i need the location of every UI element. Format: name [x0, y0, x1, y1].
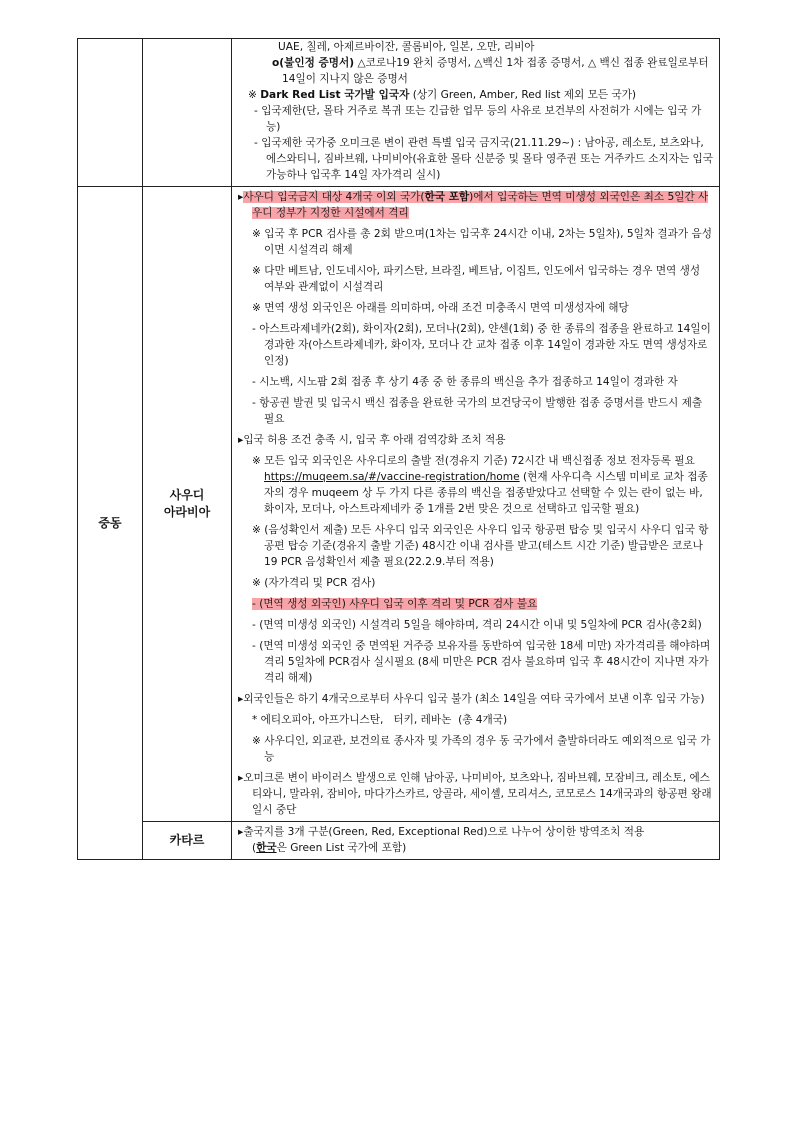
- exemption-note: ※ 사우디인, 외교관, 보건의료 종사자 및 가족의 경우 동 국가에서 출발하더라도 예외적으로 입국 가능: [252, 735, 711, 763]
- quarantine-rule: ▸사우디 입국금지 대상 4개국 이외 국가(한국 포함)에서 입국하는 면역 미생성 외국인은 최소 5일간 사우디 정부가 지정한 시설에서 격리: [238, 191, 709, 219]
- minor-quarantine-note: - (면역 미생성 외국인 중 면역된 거주증 보유자를 동반하여 입국한 18세 미만) 자가격리를 해야하며 격리 5일차에 PCR검사 실시필요 (8세 미만은 PCR 검사 불요하며 입국 후 48시간이 지나면 자가격리 해제): [252, 640, 711, 684]
- unaccepted-certificate-line: o(불인정 증명서) △코로나19 완치 증명서, △백신 1차 접종 증명서, △ 백신 접종 완료일로부터 14일이 지나지 않은 증명서: [272, 57, 709, 85]
- omicron-ban-line: - 입국제한 국가중 오미크론 변이 관련 특별 입국 금지국(21.11.29~) : 남아공, 레소토, 보츠와나, 에스와티니, 짐바브웨, 나미비아(유효한 몰타 신분증 및 몰타 영주권 또는 거주카드 소지자는 입국가능하나 입국후 14일 자가격리 실시): [254, 137, 714, 181]
- region-cell-empty: [78, 39, 143, 187]
- self-quarantine-heading: ※ (자가격리 및 PCR 검사): [252, 577, 376, 589]
- content-cell-saudi: [232, 187, 720, 822]
- country-cell-qatar: 카타르: [143, 822, 232, 860]
- country-list-line: UAE, 칠레, 아제르바이잔, 콜롬비아, 일본, 오만, 리비아: [278, 41, 535, 53]
- country-name-line2: 아라비아: [163, 505, 211, 519]
- content-cell-qatar: [232, 822, 720, 860]
- content-cell: [232, 39, 720, 187]
- country-cell-empty: [143, 39, 232, 187]
- flight-suspension-rule: ▸오미크론 변이 바이러스 발생으로 인해 남아공, 나미비아, 보츠와나, 짐바브웨, 모잠비크, 레소토, 에스티와니, 말라위, 잠비아, 마다가스카르, 앙골라, 세이셸, 모리셔스, 코모로스 14개국과의 항공편 왕래 일시 중단: [238, 772, 712, 816]
- non-immune-quarantine-note: - (면역 미생성 외국인) 시설격리 5일을 해야하며, 격리 24시간 이내 및 5일차에 PCR 검사(총2회): [252, 619, 702, 631]
- immune-definition-note: ※ 면역 생성 외국인은 아래를 의미하며, 아래 조건 미충족시 면역 미생성자에 해당: [252, 302, 629, 314]
- dark-red-list-line: ※ Dark Red List 국가발 입국자 (상기 Green, Amber, Red list 제외 모든 국가): [248, 89, 637, 101]
- bullet-o: o: [272, 57, 280, 69]
- entry-restriction-line: - 입국제한(단, 몰타 거주로 복귀 또는 긴급한 업무 등의 사유로 보건부의 사전허가 시에는 입국 가능): [254, 105, 702, 133]
- immune-quarantine-note: - (면역 생성 외국인) 사우디 입국 이후 격리 및 PCR 검사 불요: [252, 598, 538, 610]
- vaccine-condition-3: - 항공권 발권 및 입국시 백신 접종을 완료한 국가의 보건당국이 발행한 접종 증명서를 반드시 제출 필요: [252, 397, 703, 425]
- exception-country-note: ※ 다만 베트남, 인도네시아, 파키스탄, 브라질, 베트남, 이집트, 인도에서 입국하는 경우 면역 생성 여부와 관계없이 시설격리: [252, 265, 701, 293]
- vaccine-condition-1: - 아스트라제네카(2회), 화이자(2회), 모더나(2회), 얀센(1회) 중 한 종류의 접종을 완료하고 14일이 경과한 자(아스트라제네카, 화이자, 모더나 간 교차 접종 이후 14일이 경과한 자도 면역 생성자로 인정): [252, 323, 711, 367]
- registration-note: ※ 모든 입국 외국인은 사우디로의 출발 전(경유지 기준) 72시간 내 백신접종 정보 전자등록 필요 https://muqeem.sa/#/vaccine-registration/home (현재 사우디측 시스템 미비로 교차 접종자의 경우 muqeem 상 두 가지 다른 종류의 백신을 접종받았다고 선택할 수 있는 란이 없는 바, 화이자, 모더나, 아스트라제네카 중 1개를 2번 맞은 것으로 선택하고 입국할 필요): [252, 455, 708, 515]
- table-row: [78, 822, 720, 860]
- banned-country-list: * 에티오피아, 아프가니스탄, 터키, 레바논 (총 4개국): [252, 714, 508, 726]
- country-cell-saudi: [143, 187, 232, 822]
- table-row: [78, 187, 720, 822]
- negative-certificate-note: ※ (음성확인서 제출) 모든 사우디 입국 외국인은 사우디 입국 항공편 탑승 및 입국시 사우디 입국 항공편 탑승 기준(경유지 출발 기준) 48시간 이내 검사를 받고(테스트 시간 기준) 발급받은 코로나19 PCR 음성확인서 제출 필요(22.2.9.부터 적용): [252, 524, 709, 568]
- pcr-test-note: ※ 입국 후 PCR 검사를 총 2회 받으며(1차는 입국후 24시간 이내, 2차는 5일차), 5일차 결과가 음성이면 시설격리 해제: [252, 228, 712, 256]
- country-name-line1: 사우디: [169, 488, 205, 502]
- qatar-rule: ▸출국지를 3개 구분(Green, Red, Exceptional Red)으로 나누어 상이한 방역조치 적용 (한국은 Green List 국가에 포함): [238, 826, 645, 854]
- banned-country-rule: ▸외국인들은 하기 4개국으로부터 사우디 입국 불가 (최소 14일을 여타 국가에서 보낸 이후 입국 가능): [238, 693, 705, 705]
- country-entry-table: [77, 38, 720, 860]
- entry-condition-rule: ▸입국 허용 조건 충족 시, 입국 후 아래 검역강화 조치 적용: [238, 434, 506, 446]
- vaccine-condition-2: - 시노백, 시노팜 2회 접종 후 상기 4종 중 한 종류의 백신을 추가 접종하고 14일이 경과한 자: [252, 376, 678, 388]
- registration-link[interactable]: https://muqeem.sa/#/vaccine-registration/home: [264, 471, 520, 483]
- table-row: [78, 39, 720, 187]
- region-cell: 중동: [78, 187, 143, 860]
